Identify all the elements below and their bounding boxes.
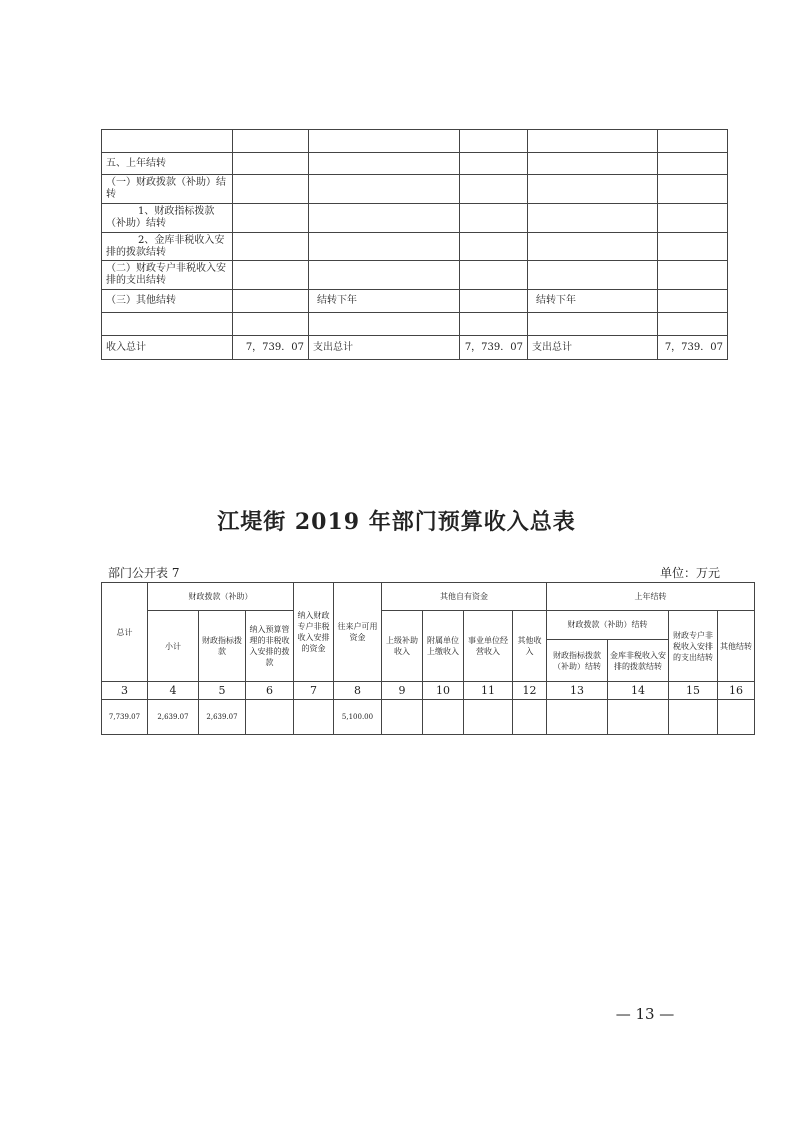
col-special-account: 纳入财政专户非税收入安排的资金 (294, 583, 334, 682)
totals-row (102, 336, 728, 360)
expense-total-label: 支出总计 (309, 336, 460, 360)
income-total-label: 收入总计 (102, 336, 233, 360)
table-row (102, 204, 728, 233)
col-superior: 上级补助收入 (382, 611, 423, 682)
col-fiscal-index: 财政指标拨款 (199, 611, 246, 682)
table-row: 7,739.07 2,639.07 2,639.07 5,100.00 (102, 700, 755, 735)
expense-total-value: 7，739．07 (460, 336, 528, 360)
col-group-other-own: 其他自有资金 (382, 583, 547, 611)
col-subtotal: 小计 (148, 611, 199, 682)
income-expense-summary-table (101, 129, 728, 360)
col-index-carry: 财政指标拨款（补助）结转 (547, 640, 608, 681)
col-total: 总计 (102, 583, 148, 682)
table-row (102, 153, 728, 175)
col-fiscal-carry: 财政拨款（补助）结转 (547, 611, 668, 640)
col-current-account: 往来户可用资金 (334, 583, 382, 682)
table-row (102, 130, 728, 153)
col-special-carry: 财政专户非税收入安排的支出结转 (669, 611, 718, 682)
col-business: 事业单位经营收入 (464, 611, 513, 682)
col-nontax-budget: 纳入预算管理的非税收入安排的拨款 (246, 611, 294, 682)
income-summary-table (101, 582, 755, 735)
expense-total-label: 支出总计 (528, 336, 658, 360)
index-row: 3 4 5 6 7 8 9 10 11 12 13 14 15 16 (102, 682, 755, 700)
col-group-carryover: 上年结转 (547, 583, 755, 611)
table-row: （三）其他结转 结转下年 结转下年 (102, 290, 728, 313)
col-treasury-carry: 金库非税收入安排的拨款结转 (610, 650, 667, 671)
table-row (102, 313, 728, 336)
table-row (102, 261, 728, 290)
col-other-carry: 其他结转 (718, 611, 755, 682)
row-label: 2、金库非税收入安排的拨款结转 (102, 233, 233, 261)
col-group-fiscal-carry (547, 611, 669, 682)
header-row (102, 611, 755, 682)
row-label: （二）财政专户非税收入安排的支出结转 (102, 261, 233, 290)
table-label: 部门公开表 7 (108, 566, 180, 580)
row-label: （一）财政拨款（补助）结转 (102, 175, 233, 204)
table-row (102, 175, 728, 204)
page-number: — 13 — (615, 1005, 675, 1023)
col-group-fiscal: 财政拨款（补助） (148, 583, 294, 611)
page-title: 江堤街 2019 年部门预算收入总表 (217, 509, 576, 535)
income-total-value: 7，739．07 (233, 336, 309, 360)
row-label: 1、财政指标拨款（补助）结转 (102, 204, 233, 233)
header-row (102, 583, 755, 611)
expense-total-value: 7，739．07 (658, 336, 728, 360)
row-label: （三）其他结转 (102, 290, 233, 313)
col-other-income: 其他收入 (513, 611, 547, 682)
table-row (102, 233, 728, 261)
col-affiliated: 附属单位上缴收入 (423, 611, 464, 682)
unit-label: 单位：万元 (659, 566, 720, 580)
row-label: 五、上年结转 (102, 153, 233, 175)
